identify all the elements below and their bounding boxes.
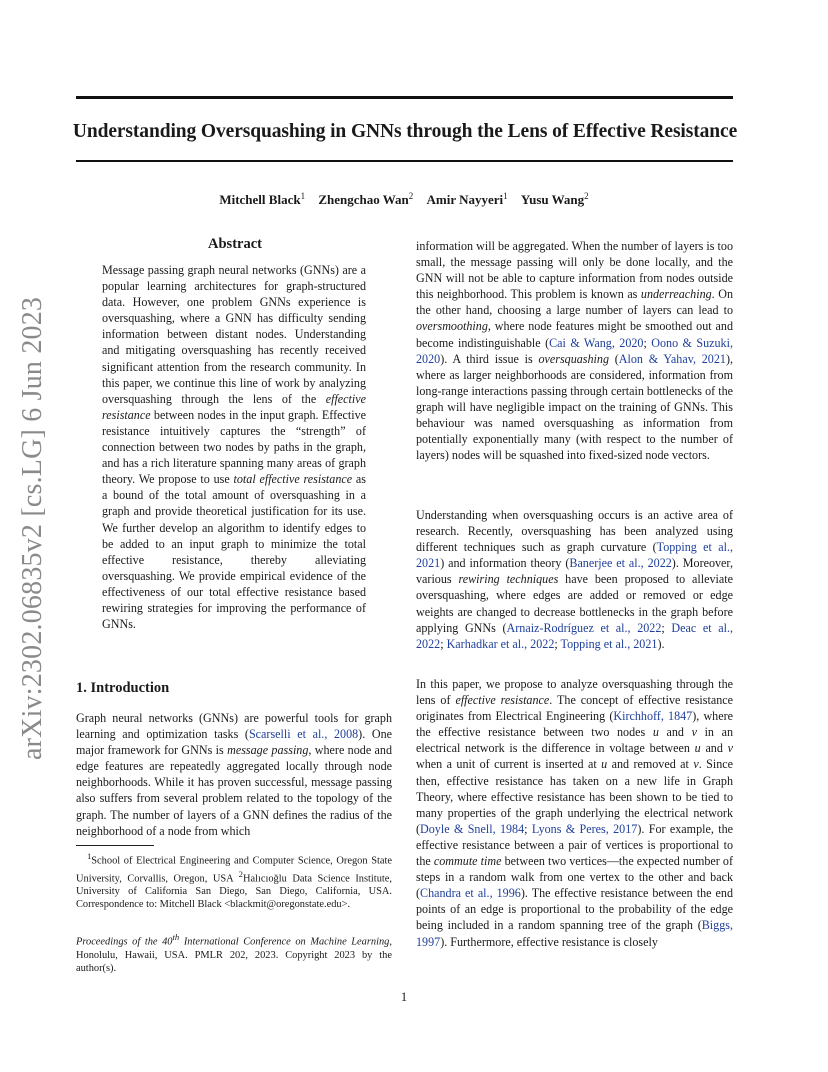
abstract-body: Message passing graph neural networks (GNNs) are a popular learning architectures for graph-structured data. However, one problem GNNs experience is oversquashing, where a GNN has difficulty sending information between distant nodes. Understanding and mitigating oversquashing has recently received significant attention from the research community. In this paper, we continue this line of work by analyzing oversquashing through the lens of the effective resistance between nodes in the input graph. Effective resistance intuitively captures the “strength” of connection between two nodes by paths in the graph, and has a rich literature spanning many areas of graph theory. We propose to use total effective resistance as a bound of the total amount of oversquashing in a graph and provide theoretical justification for its use. We further develop an algorithm to identify edges to be added to an input graph to minimize the total effective resistance, thereby alleviating oversquashing. We provide empirical evidence of the effectiveness of our total effective resistance based rewiring strategies for improving the performance of GNNs.	[102, 263, 366, 632]
title-bottom-rule	[76, 160, 733, 162]
section-heading-introduction: 1. Introduction	[76, 680, 170, 696]
citation-link[interactable]: Deac et al., 2022	[416, 620, 733, 651]
citation-link[interactable]: Topping et al., 2021	[560, 636, 658, 651]
page-number: 1	[400, 990, 408, 1004]
right-paragraph-2: Understanding when oversquashing occurs is an active area of research. Recently, oversquashing has been analyzed using different techniques such as graph curvature (Topping et al., 2021) and information theory (Banerjee et al., 2022). Moreover, various rewiring techniques have been proposed to alleviate oversquashing, where edges are added or removed or edge weights are changed to decrease bottlenecks in the graph before applying GNNs (Arnaiz-Rodríguez et al., 2022; Deac et al., 2022; Karhadkar et al., 2022; Topping et al., 2021).	[416, 508, 734, 651]
title-top-rule	[76, 96, 733, 99]
author: Yusu Wang$^2$	[520, 191, 589, 208]
author: Amir Nayyeri$^1$	[426, 191, 508, 208]
citation-link[interactable]: Scarselli et al., 2008	[248, 727, 359, 742]
citation-link[interactable]: Kirchhoff, 1847	[613, 709, 693, 724]
affiliation-footnote: $^1$School of Electrical Engineering and Computer Science, Oregon State University, Corvallis, Oregon, USA $^2$Halıcıoğlu Data Science Institute, University of California San Diego, San Diego, California, USA. Correspondence to: Mitchell Black <blackmit@oregonstate.edu>.	[76, 851, 392, 911]
citation-link[interactable]: Banerjee et al., 2022	[569, 556, 672, 571]
citation-link[interactable]: Cai & Wang, 2020	[549, 335, 644, 350]
citation-link[interactable]: Oono & Suzuki, 2020	[416, 335, 733, 366]
proceedings-note: Proceedings of the 40th International Conference on Machine Learning, Honolulu, Hawaii, USA. PMLR 202, 2023. Copyright 2023 by the author(s).	[76, 932, 392, 974]
author: Zhengchao Wan$^2$	[318, 191, 414, 208]
citation-link[interactable]: Alon & Yahav, 2021	[618, 351, 726, 366]
citation-link[interactable]: Lyons & Peres, 2017	[531, 821, 638, 836]
introduction-paragraph: Graph neural networks (GNNs) are powerful tools for graph learning and optimization tasks (Scarselli et al., 2008). One major framework for GNNs is message passing, where node and edge features are repeatedly aggregated locally through node neighborhoods. While it has proven successful, message passing also suffers from several problem related to the topology of the graph. The number of layers of a GNN defines the radius of the neighborhood of a node from which	[76, 711, 392, 838]
arxiv-stamp: arXiv:2302.06835v2 [cs.LG] 6 Jun 2023	[17, 296, 48, 760]
author: Mitchell Black$^1$	[219, 191, 306, 208]
citation-link[interactable]: Doyle & Snell, 1984	[420, 821, 525, 836]
right-paragraph-3: In this paper, we propose to analyze oversquashing through the lens of effective resistance. The concept of effective resistance originates from Electrical Engineering (Kirchhoff, 1847), where the effective resistance between two nodes u and v in an electrical network is the difference in voltage between u and v when a unit of current is inserted at u and removed at v. Since then, effective resistance has taken on a new life in Graph Theory, where effective resistance has been shown to be tied to many properties of the graph underlying the electrical network (Doyle & Snell, 1984; Lyons & Peres, 2017). For example, the effective resistance between a pair of vertices is proportional to the commute time between two vertices—the expected number of steps in a random walk from one vertex to the other and back (Chandra et al., 1996). The effective resistance between the end points of an edge is proportional to the probability of the edge being included in a random spanning tree of the graph (Biggs, 1997). Furthermore, effective resistance is closely	[416, 677, 734, 949]
citation-link[interactable]: Biggs, 1997	[416, 918, 733, 949]
citation-link[interactable]: Karhadkar et al., 2022	[446, 636, 555, 651]
abstract-heading: Abstract	[208, 236, 262, 252]
right-paragraph-1: information will be aggregated. When the number of layers is too small, the message passing will only be done locally, and the GNN will not be able to capture information from nodes outside this neighborhood. This problem is known as underreaching. On the other hand, choosing a large number of layers can lead to oversmoothing, where node features might be smoothed out and become indistinguishable (Cai & Wang, 2020; Oono & Suzuki, 2020). A third issue is oversquashing (Alon & Yahav, 2021), where as larger neighborhoods are considered, information from long-range interactions passing through certain bottlenecks of the graph will have negligible impact on the training of GNNs. This behaviour was named oversquashing as information from potentially exponentially many (with respect to the number of layers) nodes will be squashed into fixed-sized node vectors.	[416, 239, 733, 463]
citation-link[interactable]: Arnaiz-Rodríguez et al., 2022	[506, 620, 662, 635]
paper-title: Understanding Oversquashing in GNNs through the Lens of Effective Resistance	[72, 121, 738, 142]
citation-link[interactable]: Topping et al., 2021	[416, 540, 733, 571]
author-list	[60, 191, 750, 208]
citation-link[interactable]: Chandra et al., 1996	[420, 886, 521, 901]
footnote-rule	[76, 845, 154, 846]
